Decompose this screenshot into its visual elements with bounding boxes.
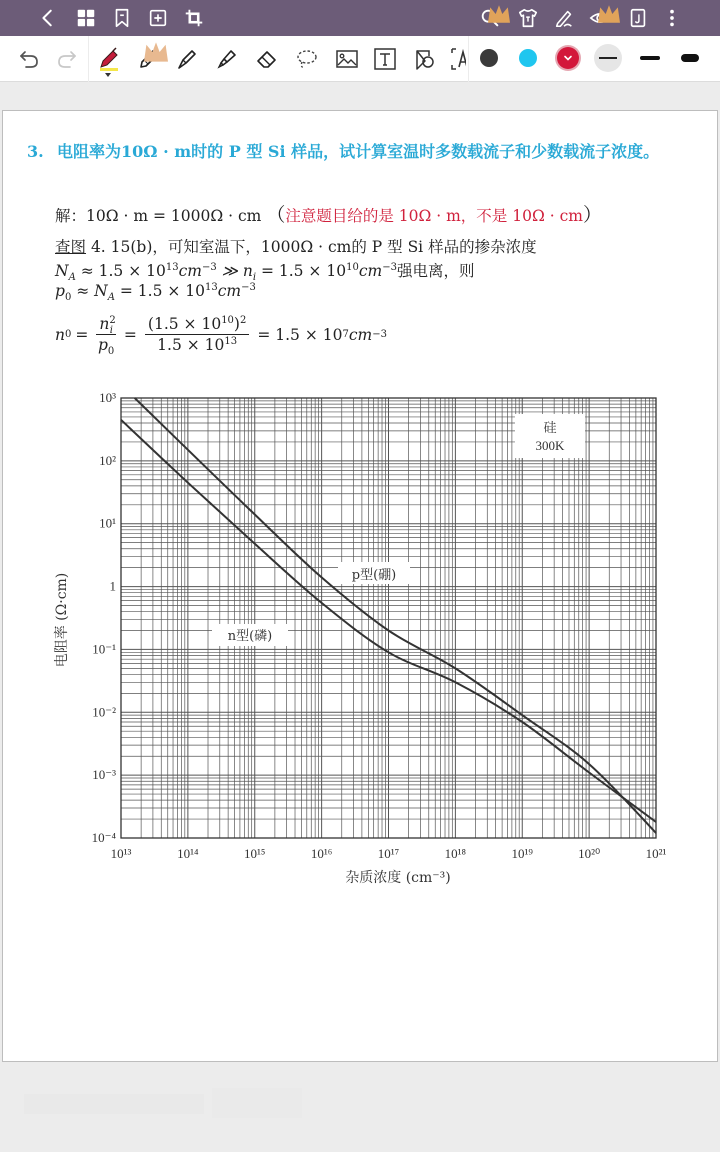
y-axis-label: 电阻率 (Ω·cm) — [54, 572, 70, 668]
svg-text:10¹³: 10¹³ — [110, 846, 132, 861]
fraction-ni2-over-p0: $\frac{n^2_i}{p_0}$ — [97, 314, 116, 358]
svg-text:10²¹: 10²¹ — [645, 846, 667, 861]
question-text: 电阻率为10Ω · m时的 P 型 Si 样品，试计算室温时多数载流子和少数载流子浓度。 — [57, 142, 660, 161]
handwriting-icon[interactable] — [552, 6, 576, 30]
undo-icon[interactable] — [16, 46, 42, 72]
premium-crown-icon — [144, 40, 168, 64]
crop-icon[interactable] — [182, 6, 206, 30]
resistivity-vs-doping-chart — [40, 380, 700, 900]
add-page-icon[interactable] — [146, 6, 170, 30]
solution-line-3: $N_A \approx 1.5 \times 10^{13}cm^{-3}$ ≫ $n_i = 1.5 \times 10^{10}cm^{-3}$强电离，则 — [55, 261, 475, 284]
audio-note-icon[interactable] — [626, 6, 650, 30]
annotation-silicon: 硅 — [543, 421, 557, 436]
toolbar-divider — [88, 36, 89, 82]
svg-text:10⁻⁴: 10⁻⁴ — [91, 830, 116, 845]
y-tick-labels — [92, 390, 117, 845]
x-tick-labels — [111, 846, 667, 861]
image-tool-icon[interactable] — [334, 46, 360, 72]
svg-text:10⁻³: 10⁻³ — [92, 767, 116, 783]
svg-text:10¹⁴: 10¹⁴ — [177, 846, 199, 861]
grid-icon[interactable] — [74, 6, 98, 30]
solution-line-1: 解：10Ω · m = 1000Ω · cm （注意题目给的是 10Ω · m，不是 10Ω · cm） — [55, 204, 602, 226]
back-icon[interactable] — [36, 6, 60, 30]
color-swatch-red-selected[interactable] — [557, 47, 579, 69]
text-tool-icon[interactable] — [372, 46, 398, 72]
legend-p-type: p型(硼) — [351, 568, 397, 583]
svg-text:10¹⁶: 10¹⁶ — [310, 846, 333, 861]
bookmark-icon[interactable] — [110, 6, 134, 30]
text-recognition-tool-icon[interactable] — [450, 46, 466, 72]
annotation-temperature: 300K — [535, 438, 565, 453]
svg-text:10²: 10² — [99, 452, 116, 468]
toolbar-divider — [468, 36, 469, 82]
svg-text:10¹⁸: 10¹⁸ — [444, 846, 467, 861]
shape-tool-icon[interactable] — [412, 46, 438, 72]
stroke-width-thick[interactable] — [681, 54, 699, 62]
red-note: 注意题目给的是 10Ω · m，不是 10Ω · cm — [285, 207, 583, 225]
svg-text:10¹⁹: 10¹⁹ — [511, 846, 533, 861]
lasso-tool-icon[interactable] — [294, 46, 320, 72]
legend-n-type: n型(磷) — [227, 629, 273, 644]
x-axis-label: 杂质浓度 (cm⁻³) — [345, 870, 451, 886]
p-type-curve — [135, 398, 656, 833]
svg-text:10¹⁷: 10¹⁷ — [377, 846, 400, 861]
svg-text:10¹: 10¹ — [99, 515, 116, 531]
solution-line-4: $p_0 \approx N_A = 1.5 \times 10^{13}cm^{-3}$ — [55, 281, 256, 304]
svg-text:10¹⁵: 10¹⁵ — [244, 846, 266, 861]
chevron-down-icon — [557, 47, 579, 69]
more-icon[interactable] — [660, 6, 684, 30]
theme-shirt-icon[interactable] — [516, 6, 540, 30]
pencil-tool-icon[interactable] — [136, 46, 162, 72]
color-swatch-black[interactable] — [480, 49, 498, 67]
fountain-pen-tool-icon[interactable] — [174, 46, 200, 72]
active-color-underline — [100, 68, 118, 71]
redo-icon[interactable] — [54, 46, 80, 72]
faded-watermark — [24, 1086, 304, 1122]
svg-text:10⁻¹: 10⁻¹ — [92, 641, 116, 657]
view-eye-icon[interactable] — [588, 6, 612, 30]
stroke-width-thin-selected[interactable] — [594, 44, 622, 72]
pen-options-caret-icon[interactable] — [105, 73, 111, 77]
search-icon[interactable] — [478, 6, 502, 30]
color-swatch-cyan[interactable] — [519, 49, 537, 67]
stroke-width-medium[interactable] — [640, 56, 660, 60]
svg-text:10³: 10³ — [99, 390, 116, 405]
solution-line-2: 查图 4. 15(b)，可知室温下，1000Ω · cm的 P 型 Si 样品的掺杂浓度 — [55, 238, 537, 256]
svg-text:10²⁰: 10²⁰ — [578, 846, 601, 861]
highlighter-tool-icon[interactable] — [214, 46, 240, 72]
figure-reference-link[interactable]: 查图 — [55, 238, 87, 256]
fraction-numeric: $\frac{(1.5 \times 10^{10})^2}{1.5 \times 10^{13}}$ — [145, 315, 249, 354]
unit-conversion: 10Ω · m = 1000Ω · cm — [86, 207, 262, 225]
premium-crown-icon — [598, 3, 620, 25]
top-app-bar — [0, 0, 720, 36]
eraser-tool-icon[interactable] — [254, 46, 280, 72]
svg-text:1: 1 — [109, 578, 116, 594]
svg-text:10⁻²: 10⁻² — [92, 704, 116, 720]
premium-crown-icon — [488, 3, 510, 25]
question-number: 3. — [27, 142, 44, 161]
solution-line-5: n 0 = $\frac{n^2_i}{p_0}$ = $\frac{(1.5 \times 10^{10})^2}{1.5 \times 10^{13}}$ = 1.5 × 10 7 cm −3 — [55, 314, 388, 358]
